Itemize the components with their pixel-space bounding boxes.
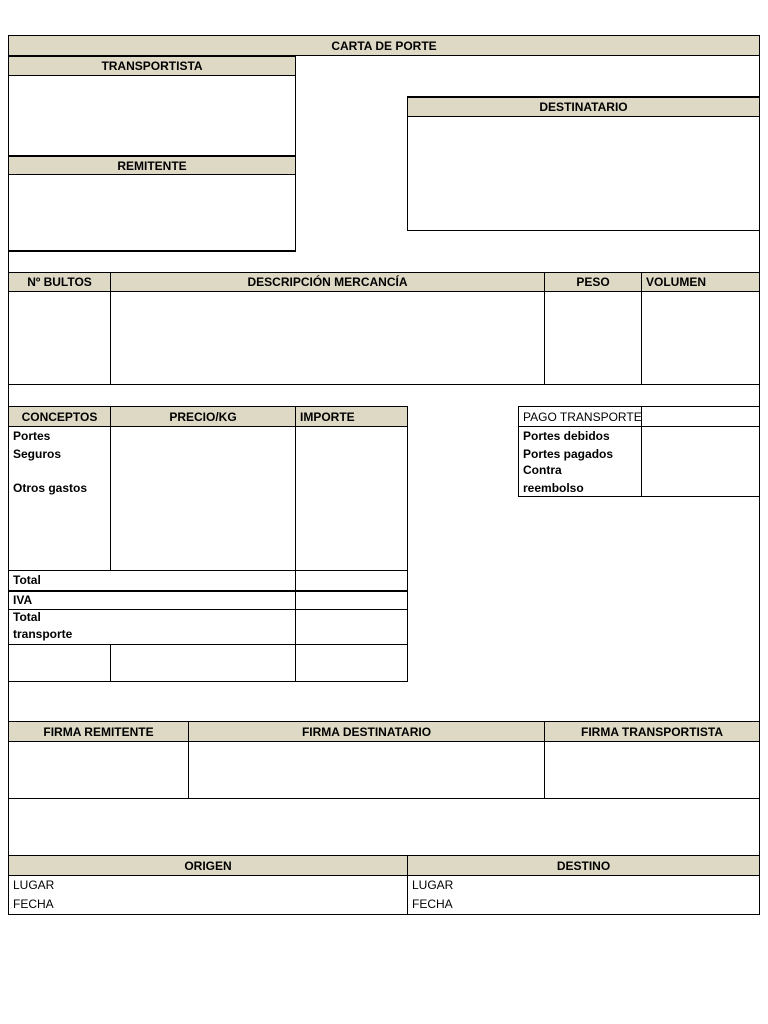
total-label: Total: [13, 573, 41, 587]
firma-remitente-header: FIRMA REMITENTE: [8, 721, 189, 742]
iva-label-cell: [8, 590, 296, 610]
goods-header-descripcion: DESCRIPCIÓN MERCANCÍA: [110, 272, 545, 292]
firma-destinatario-header: FIRMA DESTINATARIO: [188, 721, 545, 742]
remitente-field[interactable]: [8, 175, 296, 252]
charges-header-conceptos: CONCEPTOS: [8, 406, 111, 427]
destinatario-header: DESTINATARIO: [407, 96, 760, 117]
concept-seguros: Seguros: [13, 447, 62, 461]
total-label-cell: [8, 570, 296, 591]
total-value-cell[interactable]: [295, 570, 408, 591]
goods-header-peso: PESO: [544, 272, 642, 292]
destino-header: DESTINO: [407, 855, 760, 876]
destino-field[interactable]: [407, 875, 760, 915]
extra-cell-2[interactable]: [110, 644, 296, 682]
goods-cell-volumen[interactable]: [641, 291, 760, 385]
iva-label: IVA: [13, 593, 33, 607]
payment-header-label: PAGO TRANSPORTE: [523, 409, 642, 424]
destinatario-field[interactable]: [407, 117, 760, 231]
goods-header-volumen-label: VOLUMEN: [646, 275, 706, 289]
total-transporte-label-line1: Total: [13, 610, 41, 624]
goods-header-volumen: [641, 272, 760, 292]
remitente-header: REMITENTE: [8, 155, 296, 175]
total-transporte-value-cell[interactable]: [295, 609, 408, 645]
payment-header-value: [641, 406, 760, 427]
firma-destinatario-field[interactable]: [188, 741, 545, 799]
charges-header-importe: [295, 406, 408, 427]
page-title: CARTA DE PORTE: [8, 35, 760, 56]
concept-portes: Portes: [13, 429, 51, 443]
charges-cell-precio[interactable]: [110, 426, 296, 571]
payment-option-debidos[interactable]: Portes debidos: [523, 429, 610, 443]
firma-transportista-header: FIRMA TRANSPORTISTA: [544, 721, 760, 742]
charges-cell-importe[interactable]: [295, 426, 408, 571]
payment-header: [518, 406, 642, 427]
payment-option-contra[interactable]: Contra: [523, 463, 562, 477]
charges-header-precio: PRECIO/KG: [110, 406, 296, 427]
destino-lugar-label: LUGAR: [412, 878, 454, 892]
firma-transportista-field[interactable]: [544, 741, 760, 799]
origen-header: ORIGEN: [8, 855, 408, 876]
firma-remitente-field[interactable]: [8, 741, 189, 799]
extra-cell-1[interactable]: [8, 644, 111, 682]
goods-cell-descripcion[interactable]: [110, 291, 545, 385]
goods-cell-bultos[interactable]: [8, 291, 111, 385]
iva-value-cell[interactable]: [295, 590, 408, 610]
extra-cell-3[interactable]: [295, 644, 408, 682]
origen-fecha-label: FECHA: [13, 897, 54, 911]
goods-header-bultos: Nº BULTOS: [8, 272, 111, 292]
transportista-header: TRANSPORTISTA: [8, 56, 296, 76]
destino-fecha-label: FECHA: [412, 897, 453, 911]
payment-option-reembolso[interactable]: reembolso: [523, 481, 584, 495]
payment-option-pagados[interactable]: Portes pagados: [523, 447, 614, 461]
origen-field[interactable]: [8, 875, 408, 915]
goods-cell-peso[interactable]: [544, 291, 642, 385]
concept-otros-gastos: Otros gastos: [13, 481, 88, 495]
origen-lugar-label: LUGAR: [13, 878, 55, 892]
total-transporte-label-line2: transporte: [13, 627, 73, 641]
charges-header-importe-label: IMPORTE: [300, 409, 355, 424]
transportista-field[interactable]: [8, 76, 296, 155]
payment-value-cell[interactable]: [641, 426, 760, 497]
